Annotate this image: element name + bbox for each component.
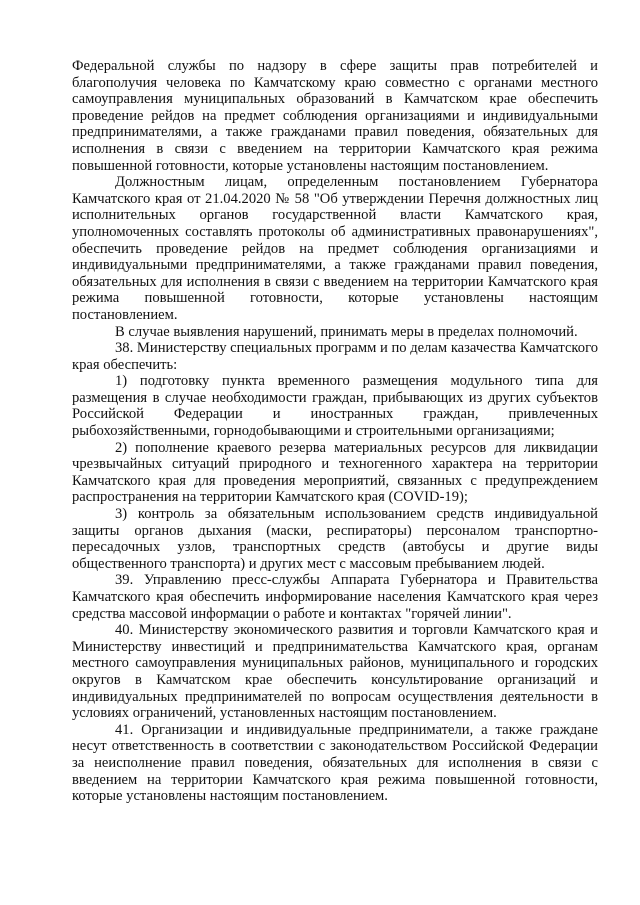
paragraph-item-39: 39. Управлению пресс-службы Аппарата Губернатора и Правительства Камчатского края обеспечить информирование населения Камчатского края через средства массовой информации о работе и контактах "горячей линии". [72, 572, 598, 622]
paragraph-violations: В случае выявления нарушений, принимать меры в пределах полномочий. [115, 323, 578, 340]
document-body [72, 58, 598, 805]
paragraph-item-38-1: 1) подготовку пункта временного размещения модульного типа для размещения в случае необходимости граждан, прибывающих из других субъектов Российской Федерации и иностранных граждан, привлеченных рыбохозяйственными, горнодобывающими и строительными организациями; [72, 373, 598, 440]
paragraph-item-38-2: 2) пополнение краевого резерва материальных ресурсов для ликвидации чрезвычайных ситуаций природного и техногенного характера на территории Камчатского края для проведения мероприятий, связанных с предупреждением распространения на территории Камчатского края (COVID-19); [72, 439, 598, 506]
paragraph-item-38-3: 3) контроль за обязательным использованием средств индивидуальной защиты органов дыхания (маски, респираторы) персоналом транспортно-пересадочных узлов, транспортных средств (автобусы и другие виды общественного транспорта) и других мест с массовым пребыванием людей. [72, 506, 598, 572]
paragraph-continuation: Федеральной службы по надзору в сфере защиты прав потребителей и благополучия человека по Камчатскому краю совместно с органами местного самоуправления муниципальных образований в Камчатском крае обеспечить проведение рейдов на предмет соблюдения организациями и индивидуальными предпринимателями, а также гражданами правил поведения, обязательных для исполнения в связи с введением на территории Камчатского края режима повышенной готовности, которые установлены настоящим постановлением. [72, 58, 598, 174]
paragraph-item-41: 41. Организации и индивидуальные предприниматели, а также граждане несут ответственность в соответствии с законодательством Российской Федерации за неисполнение правил поведения, обязательных для исполнения в связи с введением на территории Камчатского края режима повышенной готовности, которые установлены настоящим постановлением. [72, 721, 598, 805]
paragraph-item-40: 40. Министерству экономического развития и торговли Камчатского края и Министерству инвестиций и предпринимательства Камчатского края, органам местного самоуправления муниципальных районов, муниципального и городских округов в Камчатском крае обеспечить консультирование организаций и индивидуальных предпринимателей по вопросам осуществления деятельности в условиях ограничений, установленных настоящим постановлением. [72, 622, 598, 722]
paragraph-officials: Должностным лицам, определенным постановлением Губернатора Камчатского края от 21.04.2020 № 58 "Об утверждении Перечня должностных лиц исполнительных органов государственной власти Камчатского края, уполномоченных составлять протоколы об административных правонарушениях", обеспечить проведение рейдов на предмет соблюдения организациями и индивидуальными предпринимателями, а также гражданами правил поведения, обязательных для исполнения в связи с введением на территории Камчатского края режима повышенной готовности, которые установлены настоящим постановлением. [72, 174, 598, 323]
paragraph-item-38: 38. Министерству специальных программ и по делам казачества Камчатского края обеспечить: [72, 340, 598, 373]
